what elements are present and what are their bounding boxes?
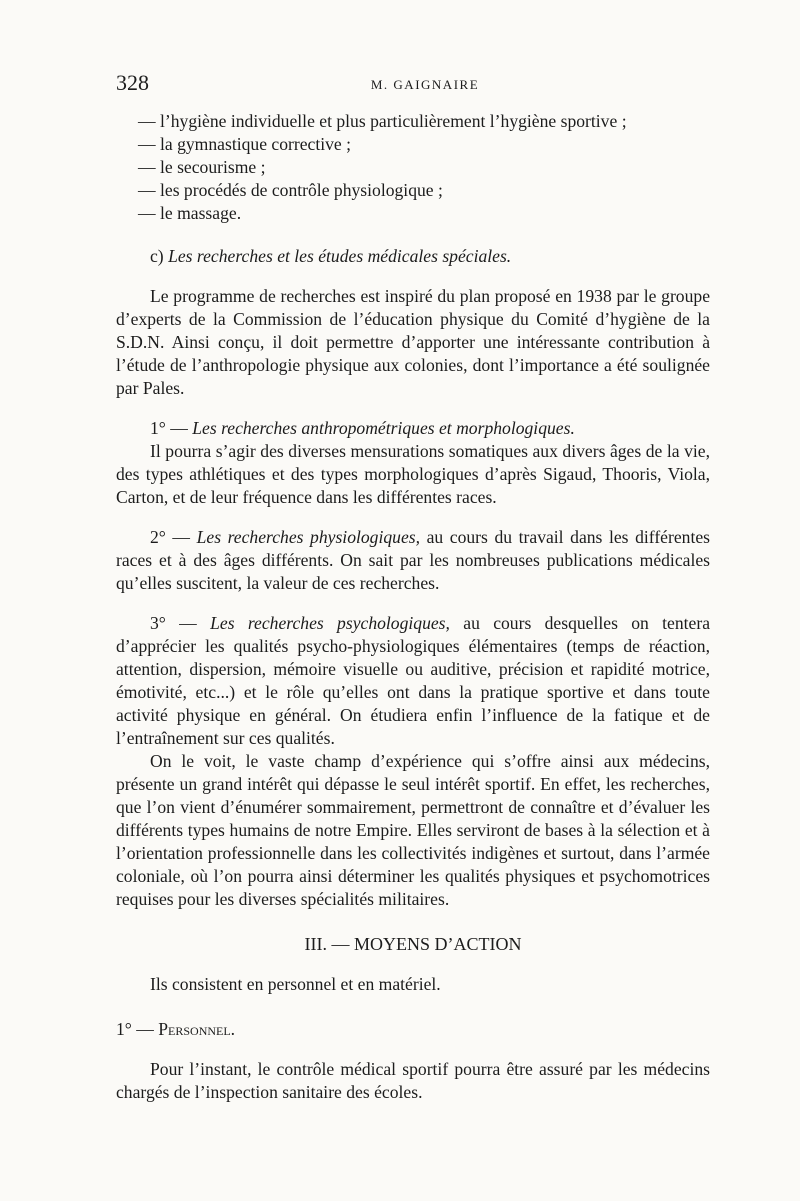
personnel-heading <box>116 1018 710 1041</box>
personnel-label: 1° — <box>116 1019 154 1039</box>
item3-text: au cours desquelles on tentera d’apprécier les qualités psycho-physiologiques élémentaires (temps de réaction, attention, dispersion, mémoire visuelle ou auditive, précision et rapidité motrice, émotivité, etc...) et le rôle qu’elles ont dans la pratique sportive et dans toute activité physique en général. On étudiera enfin l’influence de la fatique et de l’entraînement sur ces qualités. <box>116 613 711 748</box>
item2-title: Les recherches physiologiques, <box>196 527 421 547</box>
paragraph-item2 <box>116 526 710 595</box>
list-item: — les procédés de contrôle physiologique ; <box>138 180 443 200</box>
item3-label: 3° — <box>150 613 197 633</box>
section3-title: III. — MOYENS D’ACTION <box>304 934 522 954</box>
list-item: — la gymnastique corrective ; <box>138 134 352 154</box>
section-c-title: Les recherches et les études médicales spéciales. <box>168 246 512 266</box>
item2-label: 2° — <box>150 527 191 547</box>
paragraph-personnel: Pour l’instant, le contrôle médical sportif pourra être assuré par les médecins chargés de l’inspection sanitaire des écoles. <box>116 1059 710 1102</box>
item3-title: Les recherches psychologiques, <box>210 613 450 633</box>
paragraph-program: Le programme de recherches est inspiré du plan proposé en 1938 par le groupe d’experts de la Commission de l’éducation physique du Comité d’hygiène de la S.D.N. Ainsi conçu, il doit permettre d’apporter une intéressante contribution à l’étude de l’anthropologie physique aux colonies, dont l’importance a été soulignée par Pales. <box>116 286 710 398</box>
personnel-title: Personnel. <box>158 1019 236 1039</box>
page-body <box>116 110 710 1104</box>
item1-label: 1° — <box>150 418 188 438</box>
page-number: 328 <box>116 70 149 95</box>
running-title: M. GAIGNAIRE <box>370 77 480 92</box>
item1-title: Les recherches anthropométriques et morphologiques. <box>192 418 575 438</box>
list-item: — le secourisme ; <box>138 157 266 177</box>
paragraph-moyens: Ils consistent en personnel et en matériel. <box>150 974 441 994</box>
paragraph-item1: Il pourra s’agir des diverses mensurations somatiques aux divers âges de la vie, des types athlétiques et des types morphologiques d’après Sigaud, Thooris, Viola, Carton, et de leur fréquence dans les différentes races. <box>116 441 710 507</box>
item2-text: au cours du travail dans les différentes races et à des âges différents. On sait par les nombreuses publications médicales qu’elles suscitent, la valeur de ces recherches. <box>116 527 710 593</box>
paragraph-item3 <box>116 612 710 750</box>
paragraph-conclusion: On le voit, le vaste champ d’expérience qui s’offre ainsi aux médecins, présente un grand intérêt qui dépasse le seul intérêt sportif. En effet, les recherches, que l’on vient d’énumérer sommairement, permettront de connaître et d’évaluer les différents types humains de notre Empire. Elles serviront de bases à la sélection et à l’orientation professionnelle dans les collectivités indigènes et surtout, dans l’armée coloniale, où l’on pourra ainsi déterminer les qualités physiques et psychomotrices requises pour les diverses spécialités militaires. <box>116 751 710 909</box>
list-item: — le massage. <box>138 203 242 223</box>
list-item: — l’hygiène individuelle et plus particulièrement l’hygiène sportive ; <box>138 111 627 131</box>
section-c-label: c) <box>150 246 164 266</box>
item1-heading <box>116 417 710 440</box>
section-c-heading <box>116 245 710 268</box>
